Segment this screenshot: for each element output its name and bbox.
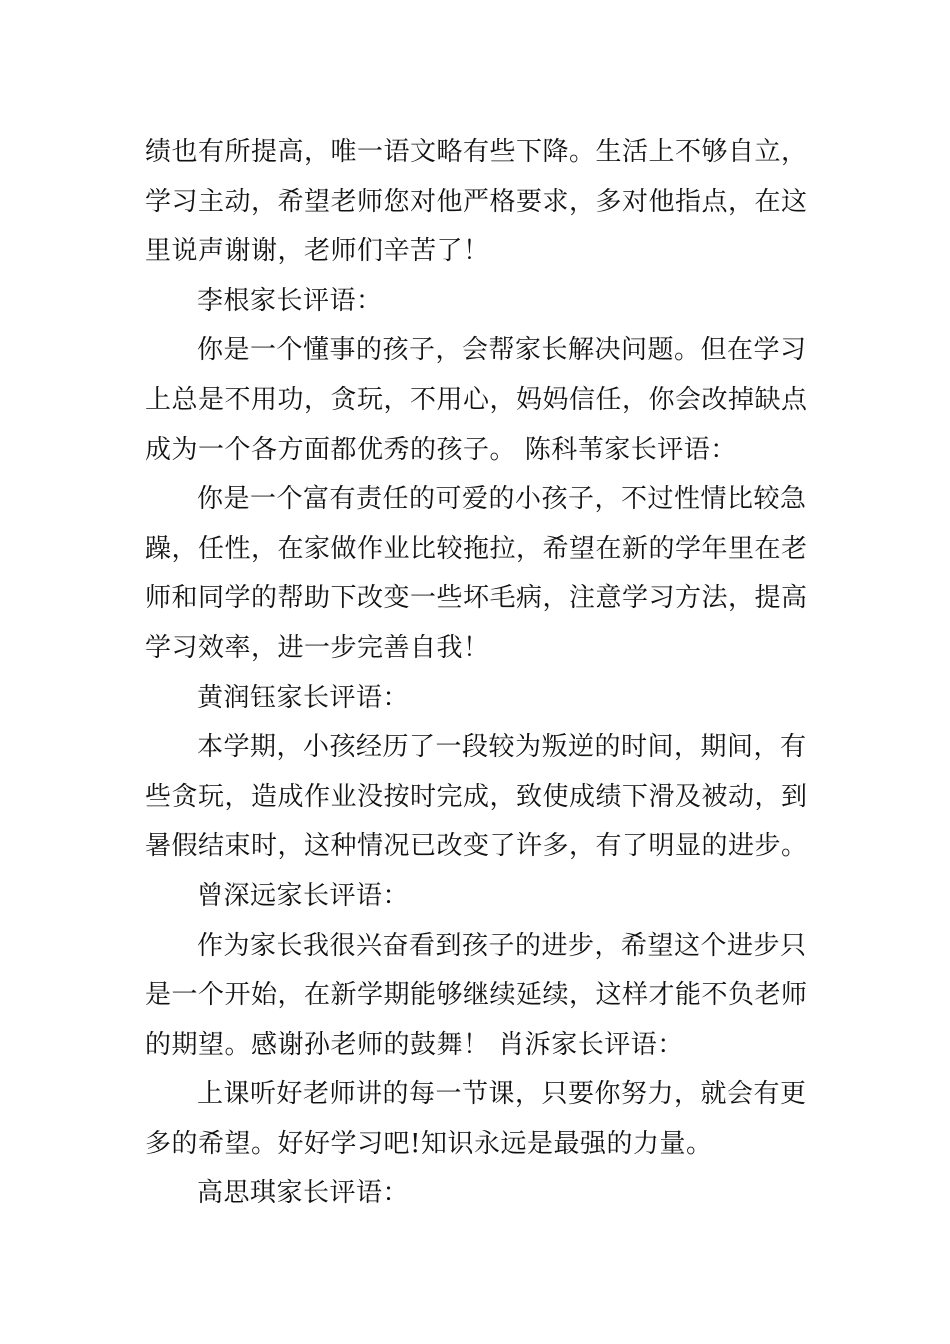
text-line: 师和同学的帮助下改变一些坏毛病，注意学习方法，提高 — [145, 583, 808, 614]
text-line: 学习效率，进一步完善自我！ — [145, 632, 490, 663]
section-heading: 高思琪家长评语： — [197, 1178, 410, 1209]
text-line: 学习主动，希望老师您对他严格要求，多对他指点，在这 — [145, 186, 808, 217]
text-line: 作为家长我很兴奋看到孩子的进步，希望这个进步只 — [197, 930, 807, 961]
text-line: 你是一个懂事的孩子，会帮家长解决问题。但在学习 — [197, 335, 807, 366]
text-line: 上总是不用功，贪玩，不用心，妈妈信任，你会改掉缺点 — [145, 384, 808, 415]
document-body — [145, 128, 810, 1219]
text-line: 你是一个富有责任的可爱的小孩子，不过性情比较急 — [197, 484, 807, 515]
text-line: 里说声谢谢，老师们辛苦了！ — [145, 236, 490, 267]
text-line: 些贪玩，造成作业没按时完成，致使成绩下滑及被动，到 — [145, 781, 808, 812]
text-line: 的期望。感谢孙老师的鼓舞！ 肖泝家长评语： — [145, 1029, 684, 1060]
text-line: 是一个开始，在新学期能够继续延续，这样才能不负老师 — [145, 980, 808, 1011]
text-line: 成为一个各方面都优秀的孩子。 陈科苇家长评语： — [145, 434, 737, 465]
text-line: 本学期，小孩经历了一段较为叛逆的时间，期间，有 — [197, 732, 807, 763]
text-line: 暑假结束时，这种情况已改变了许多，有了明显的进步。 — [145, 831, 808, 862]
section-heading: 李根家长评语： — [197, 285, 383, 316]
text-line: 绩也有所提高，唯一语文略有些下降。生活上不够自立， — [145, 137, 808, 167]
section-heading: 曾深远家长评语： — [197, 880, 410, 911]
text-line: 多的希望。好好学习吧!知识永远是最强的力量。 — [145, 1128, 713, 1159]
text-line: 上课听好老师讲的每一节课，只要你努力，就会有更 — [197, 1079, 807, 1110]
text-line: 躁，任性，在家做作业比较拖拉，希望在新的学年里在老 — [145, 533, 808, 564]
section-heading: 黄润钰家长评语： — [197, 682, 410, 713]
